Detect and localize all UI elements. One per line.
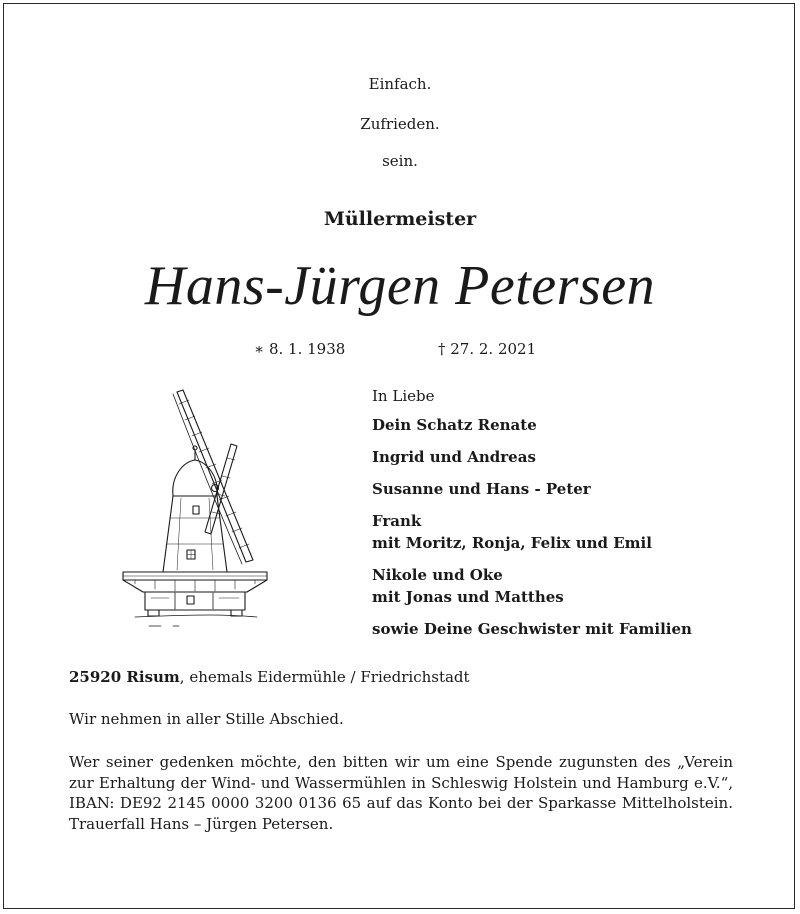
mourner-entry bbox=[372, 510, 782, 554]
deceased-name: Hans-Jürgen Petersen bbox=[144, 255, 656, 317]
donation-paragraph: Wer seiner gedenken möchte, den bitten wir um eine Spende zugunsten des „Verein zur Erhaltung der Wind- und Wassermühlen in Schleswig Holstein und Hamburg e.V.“, IBAN: DE92 2145 0000 3200 0136 65 auf das Konto bei der Sparkasse Mittelholstein. Trauerfall Hans – Jürgen Petersen. bbox=[69, 753, 733, 833]
mourner-name: Frank bbox=[372, 512, 422, 530]
address-place: 25920 Risum bbox=[69, 668, 180, 686]
mourner-family: mit Jonas und Matthes bbox=[372, 588, 564, 606]
occupation-title: Müllermeister bbox=[323, 208, 477, 230]
address-line bbox=[69, 668, 470, 686]
mourners-intro: In Liebe bbox=[372, 387, 435, 405]
mourner-entry bbox=[372, 446, 782, 468]
windmill-drawing-icon bbox=[115, 384, 275, 634]
mourner-name: Susanne und Hans - Peter bbox=[372, 480, 591, 498]
mourner-entry bbox=[372, 618, 782, 640]
mourner-name: Dein Schatz Renate bbox=[372, 416, 537, 434]
motto-line-2: Zufrieden. bbox=[360, 115, 440, 133]
mourner-name: sowie Deine Geschwister mit Familien bbox=[372, 620, 692, 638]
address-rest: , ehemals Eidermühle / Friedrichstadt bbox=[179, 668, 470, 686]
farewell-text: Wir nehmen in aller Stille Abschied. bbox=[69, 710, 344, 728]
motto-line-1: Einfach. bbox=[368, 75, 432, 93]
mourner-entry bbox=[372, 414, 782, 436]
birth-date: ∗ 8. 1. 1938 bbox=[254, 340, 346, 358]
motto-line-3: sein. bbox=[382, 152, 418, 170]
mourner-entry bbox=[372, 478, 782, 500]
mourners-block bbox=[372, 386, 782, 650]
death-date: † 27. 2. 2021 bbox=[438, 340, 537, 358]
mourner-family: mit Moritz, Ronja, Felix und Emil bbox=[372, 534, 652, 552]
mourner-name: Ingrid und Andreas bbox=[372, 448, 536, 466]
mourner-entry bbox=[372, 564, 782, 608]
mourner-name: Nikole und Oke bbox=[372, 566, 503, 584]
